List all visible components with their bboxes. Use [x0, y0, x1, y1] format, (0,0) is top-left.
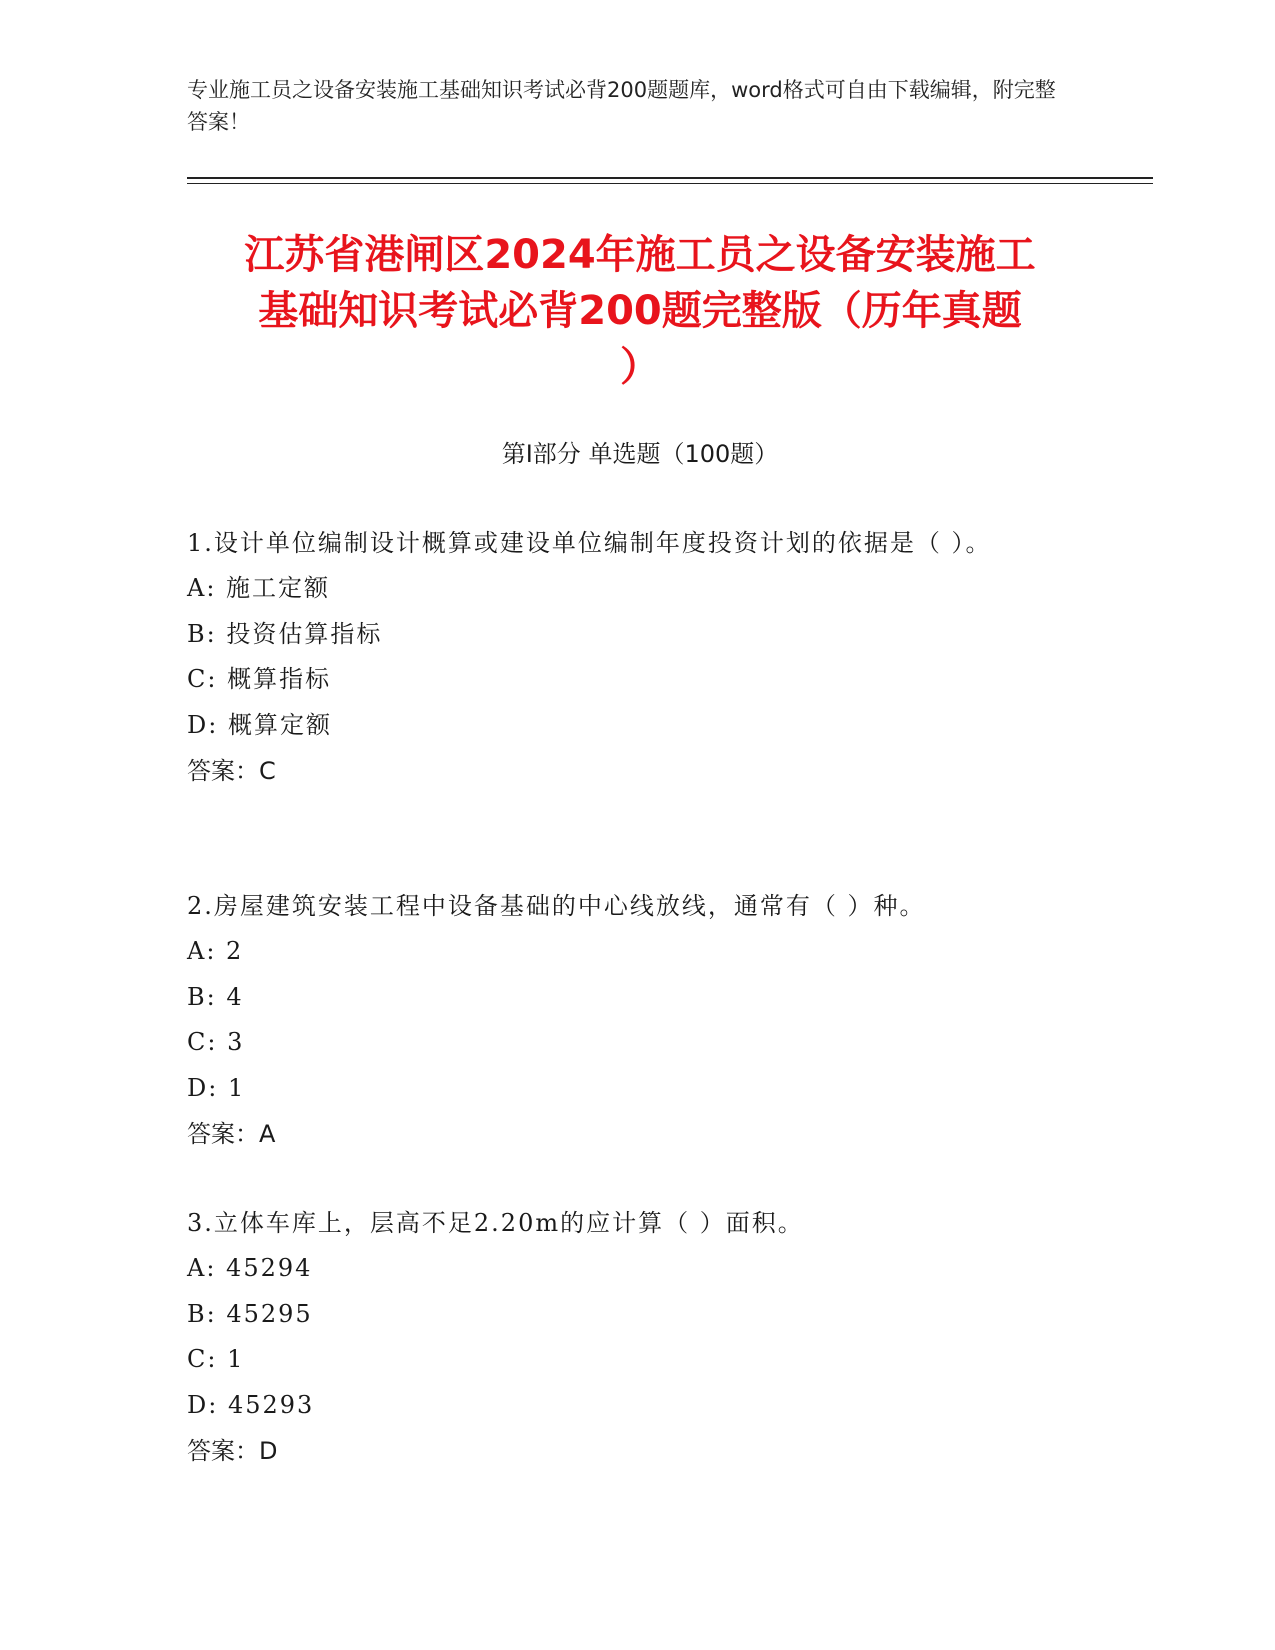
- section-title: 第Ⅰ部分 单选题（100题）: [501, 440, 779, 468]
- document-title: [160, 227, 1120, 395]
- document-title-line-1: 江苏省港闸区2024年施工员之设备安装施工: [244, 232, 1036, 278]
- option-a: A: 45294: [187, 1254, 313, 1282]
- option-c: C: 1: [187, 1345, 245, 1373]
- question-stem: 2.房屋建筑安装工程中设备基础的中心线放线，通常有（ ）种。: [187, 892, 926, 920]
- question-3: [187, 1200, 1067, 1474]
- option-d: D: 1: [187, 1073, 246, 1102]
- document-title-line-3: ）: [620, 344, 660, 390]
- option-d: D: 45293: [187, 1390, 315, 1419]
- option-a: A: 2: [187, 937, 244, 965]
- option-d: D: 概算定额: [187, 710, 332, 739]
- question-2: [187, 883, 1067, 1157]
- option-b: B: 4: [187, 982, 244, 1011]
- answer: 答案：C: [187, 757, 276, 785]
- question-stem: 3.立体车库上，层高不足2.20m的应计算（ ）面积。: [187, 1209, 804, 1237]
- option-c: C: 3: [187, 1028, 245, 1056]
- question-stem: 1.设计单位编制设计概算或建设单位编制年度投资计划的依据是（ ）。: [187, 529, 992, 557]
- answer: 答案：D: [187, 1437, 278, 1465]
- option-a: A: 施工定额: [187, 574, 331, 602]
- document-title-line-2: 基础知识考试必背200题完整版（历年真题: [258, 288, 1022, 334]
- option-c: C: 概算指标: [187, 665, 332, 693]
- question-1: [187, 520, 1067, 794]
- header-divider-thick: [187, 177, 1153, 179]
- option-b: B: 投资估算指标: [187, 619, 383, 648]
- answer: 答案：A: [187, 1120, 276, 1148]
- option-b: B: 45295: [187, 1299, 313, 1328]
- header-note: 专业施工员之设备安装施工基础知识考试必背200题题库，word格式可自由下载编辑，附完整答案！: [187, 78, 1056, 134]
- header-divider-thin: [187, 183, 1153, 184]
